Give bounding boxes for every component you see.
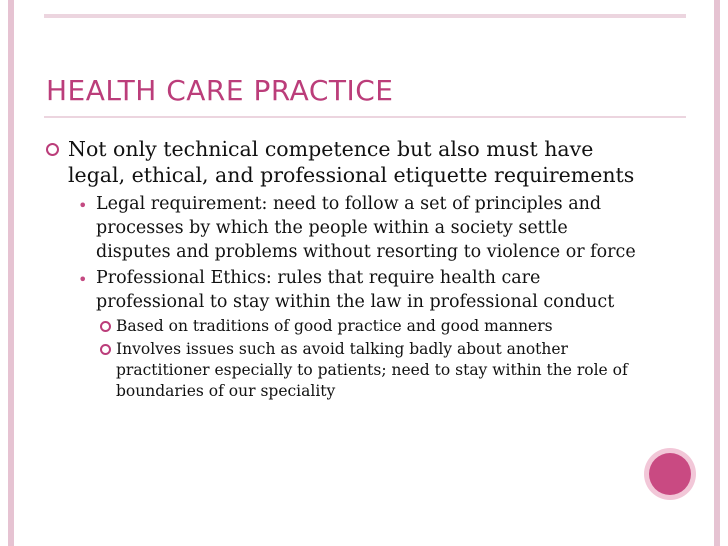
bullet-text: Not only technical competence but also must have legal, ethical, and professional etiquette requirements — [68, 137, 635, 187]
bullet-text: Based on traditions of good practice and good manners — [116, 317, 553, 335]
bullet-level3 — [46, 339, 646, 402]
right-frame-border — [714, 0, 720, 546]
bullet-level2 — [46, 192, 646, 264]
bullet-text: Involves issues such as avoid talking badly about another practitioner especially to patients; need to stay within the role of boundaries of our speciality — [116, 340, 628, 400]
ring-bullet-icon — [100, 344, 111, 355]
top-rule — [44, 14, 686, 18]
decorative-circle — [649, 453, 691, 495]
bullet-text: Legal requirement: need to follow a set of principles and processes by which the people within a society settle disputes and problems without resorting to violence or force — [96, 194, 636, 262]
slide-body — [46, 136, 646, 404]
slide-title: HEALTH CARE PRACTICE — [46, 74, 394, 107]
ring-bullet-icon — [100, 321, 111, 332]
bullet-text: Professional Ethics: rules that require health care professional to stay within the law in professional conduct — [96, 268, 615, 312]
dot-bullet-icon: • — [78, 270, 88, 289]
bullet-level3 — [46, 316, 646, 337]
left-frame-border — [8, 0, 14, 546]
bullet-level1 — [46, 136, 646, 188]
title-divider — [44, 116, 686, 118]
bullet-level2 — [46, 266, 646, 314]
dot-bullet-icon: • — [78, 196, 88, 215]
ring-bullet-icon — [46, 143, 59, 156]
